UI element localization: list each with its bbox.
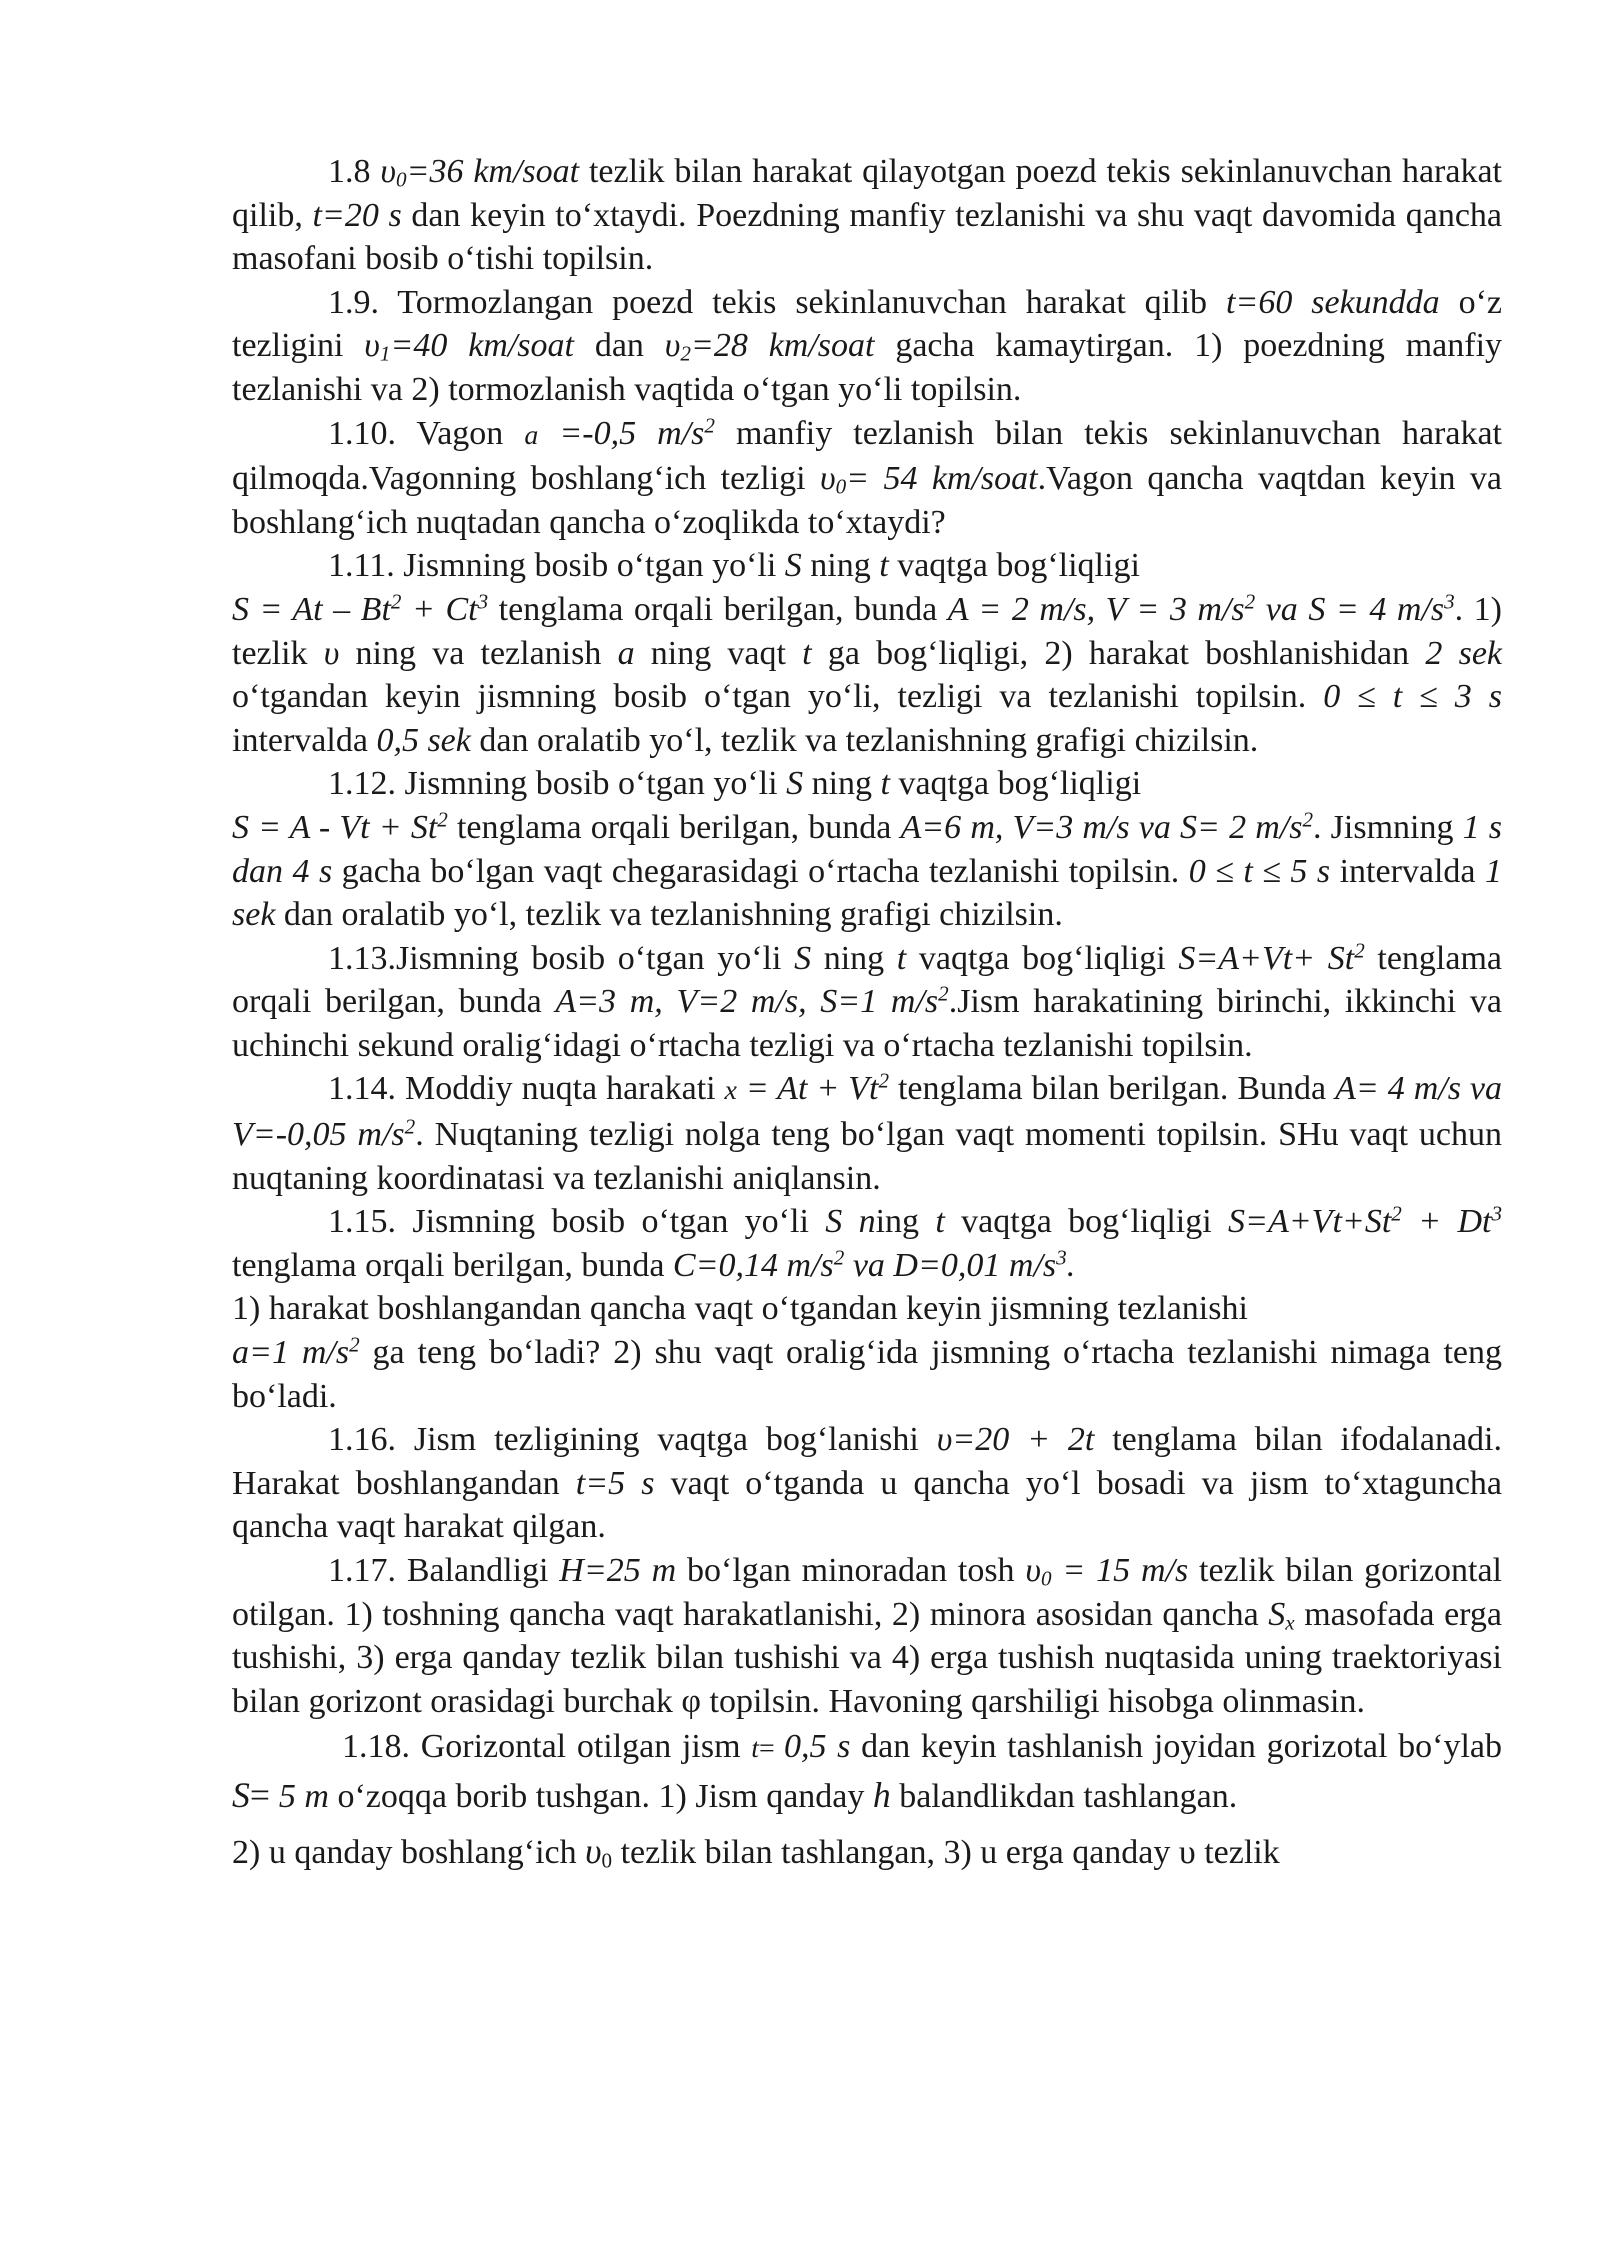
text-segment: a <box>524 419 539 451</box>
text-segment: υ <box>364 327 380 365</box>
text-segment: S = A - Vt + St <box>232 808 438 846</box>
problem-p1-8 <box>232 150 1502 281</box>
text-segment: tenglama orqali berilgan, bunda <box>447 808 901 846</box>
text-segment: = 15 m/s <box>1051 1552 1189 1589</box>
text-segment: masofada erga tushishi, 3) erga qanday tezlik bilan tushishi va 4) erga tushish nuqtasida uning traektoriyasi bilan gorizont orasidagi burchak φ topilsin. Havoning qarshiligi hisobga olinmasin. <box>232 1595 1502 1720</box>
problem-p1-12 <box>232 762 1502 936</box>
text-segment: 2 <box>680 342 691 366</box>
text-segment: υ <box>1025 1552 1041 1589</box>
text-segment: 0,5 s <box>783 1728 851 1766</box>
text-segment: 1.17. Balandligi <box>328 1552 560 1589</box>
text-segment: ning va tezlanish <box>339 634 618 672</box>
text-segment: S n <box>825 1203 876 1241</box>
text-segment: = <box>759 1733 784 1765</box>
text-segment: 1.16. Jism tezligining vaqtga bog‘lanishi <box>328 1421 937 1459</box>
text-segment: vaqtga bog‘liqligi <box>906 939 1179 977</box>
text-segment: t=60 sekundda <box>1225 283 1440 321</box>
text-segment: C=0,14 m/s <box>672 1246 834 1284</box>
text-segment: A= 4 m/s va V=-0,05 m/s <box>232 1070 1502 1154</box>
text-segment: t <box>751 1733 760 1765</box>
text-segment: 5 m <box>278 1778 329 1816</box>
text-segment: S = At – Bt <box>232 590 391 628</box>
problem-p1-9 <box>232 281 1502 412</box>
text-segment: 1.9. Tormozlangan poezd tekis sekinlanuvchan harakat qilib <box>328 283 1226 321</box>
text-segment: 1.8 <box>328 153 381 190</box>
text-segment: =28 km/soat <box>690 327 875 365</box>
text-segment: υ <box>664 327 681 365</box>
text-segment: tenglama orqali berilgan, bunda <box>488 590 948 628</box>
text-segment: S=A+Vt+St <box>1228 1203 1392 1241</box>
text-segment: =40 km/soat <box>390 327 574 365</box>
text-segment: S <box>786 765 804 803</box>
text-segment: 0,5 sek <box>376 721 471 759</box>
text-segment: 0 <box>1041 1566 1052 1591</box>
text-segment: A = 2 m/s, V = 3 m/s <box>947 590 1245 628</box>
text-segment: 0 ≤ t ≤ 5 s <box>1188 852 1331 890</box>
text-segment: ning vaqt <box>634 634 803 672</box>
text-segment: ning <box>811 939 897 977</box>
text-segment: 1.13.Jismning bosib o‘tgan yo‘li <box>328 939 795 977</box>
text-segment: 0 <box>395 167 407 192</box>
text-segment: tenglama orqali berilgan, bunda <box>232 939 1502 1021</box>
text-segment: ing <box>875 1203 936 1241</box>
text-segment: x <box>1285 1610 1295 1635</box>
problem-p1-13 <box>232 937 1502 1068</box>
text-segment: intervalda <box>1330 852 1485 890</box>
problem-p1-17 <box>232 1549 1502 1723</box>
text-segment: 0 <box>601 1849 613 1873</box>
text-segment: 1 s dan 4 s <box>232 808 1502 890</box>
text-segment: S <box>1268 1595 1286 1633</box>
text-segment: 2 <box>938 981 949 1006</box>
text-segment: tezlik bilan gorizontal otilgan. 1) toshning qancha vaqt harakatlanishi, 2) minora asosidan qancha <box>232 1552 1502 1633</box>
text-segment: . <box>1066 1246 1076 1284</box>
text-segment: υ <box>585 1831 602 1872</box>
text-segment: + Ct <box>401 590 478 628</box>
text-segment: vaqtga bog‘liqligi <box>944 1203 1229 1241</box>
text-segment: 2 <box>1354 938 1365 963</box>
text-segment: intervalda <box>232 721 377 759</box>
text-segment: =-0,5 m/s <box>538 414 705 452</box>
text-segment: A=3 m, V=2 m/s, S=1 m/s <box>555 983 939 1021</box>
text-segment: . Nuqtaning tezligi nolga teng bo‘lgan vaqt momenti topilsin. SHu vaqt uchun nuqtaning koordinatasi va tezlanishi aniqlansin. <box>232 1116 1503 1197</box>
text-segment: ga bog‘liqligi, 2) harakat boshlanishidan <box>811 634 1426 672</box>
text-segment: 1 <box>379 342 391 366</box>
text-segment: H=25 m <box>559 1552 677 1589</box>
text-segment: 2 sek <box>1425 634 1502 672</box>
text-segment: 3 <box>477 589 489 614</box>
text-segment: 2 <box>404 1114 416 1139</box>
text-segment: = At + Vt <box>736 1070 879 1108</box>
text-segment: 2 <box>1302 807 1314 832</box>
text-segment: o‘zoqqa borib tushgan. 1) Jism qanday <box>328 1778 873 1816</box>
text-segment: . 1) tezlik <box>232 590 1502 672</box>
text-segment: 2 <box>390 589 402 614</box>
text-segment: a <box>617 634 635 672</box>
text-segment: ning <box>801 547 880 585</box>
text-segment: 3 <box>1056 1245 1067 1270</box>
text-segment: 2 <box>1244 589 1256 614</box>
text-segment: 1.18. Gorizontal otilgan jism <box>342 1728 752 1766</box>
text-segment: 2 <box>833 1245 845 1270</box>
problem-p1-14 <box>232 1067 1502 1200</box>
text-segment: dan oralatib yo‘l, tezlik va tezlanishning grafigi chizilsin. <box>275 896 1063 934</box>
text-segment: A=6 m, V=3 m/s va S= 2 m/s <box>900 808 1303 846</box>
text-segment: 1.11. Jismning bosib o‘tgan yo‘li <box>328 547 785 585</box>
text-segment: = <box>249 1775 279 1816</box>
problem-p1-18 <box>232 1723 1502 1820</box>
text-segment: t=5 s <box>575 1464 655 1502</box>
text-segment: 1.15. Jismning bosib o‘tgan yo‘li <box>328 1203 826 1241</box>
text-segment: t <box>802 634 812 672</box>
text-segment: = 54 km/soat <box>846 460 1038 498</box>
text-segment: υ <box>380 153 396 190</box>
text-segment: t <box>896 939 907 977</box>
text-segment: 2 <box>349 1332 360 1357</box>
text-segment: S <box>784 547 802 585</box>
text-segment: dan keyin tashlanish joyidan gorizotal bo‘ylab <box>850 1728 1503 1766</box>
text-segment: 1) harakat boshlangandan qancha vaqt o‘tgandan keyin jismning tezlanishi <box>232 1290 1248 1328</box>
text-segment: .Vagon qancha vaqtdan keyin va boshlang‘ich nuqtadan qancha o‘zoqlikda to‘xtaydi? <box>232 460 1502 541</box>
text-segment: dan <box>573 327 665 365</box>
text-segment: =36 km/soat <box>406 153 580 190</box>
text-segment: h <box>872 1775 891 1816</box>
text-segment: 2) u qanday boshlang‘ich <box>232 1834 586 1872</box>
text-segment: .Jism harakatining birinchi, ikkinchi va uchinchi sekund oralig‘idagi o‘rtacha tezligi va o‘rtacha tezlanishi topilsin. <box>232 983 1502 1064</box>
text-segment: bo‘lgan minoradan tosh <box>676 1552 1026 1589</box>
text-segment: 1.12. Jismning bosib o‘tgan yo‘li <box>328 765 787 803</box>
text-segment: t <box>880 765 890 803</box>
text-segment: 2 <box>437 807 448 832</box>
text-segment: + Dt <box>1401 1203 1492 1241</box>
text-segment: 0 <box>835 474 847 499</box>
text-segment: manfiy tezlanish bilan tekis sekinlanuvchan harakat qilmoqda.Vagonning boshlang‘ich tezligi <box>232 414 1503 498</box>
problem-p1-10 <box>232 412 1502 545</box>
text-segment: tenglama bilan ifodalanadi. Harakat boshlangandan <box>232 1421 1502 1502</box>
text-segment: gacha bo‘lgan vaqt chegarasidagi o‘rtacha tezlanishi topilsin. <box>332 852 1189 890</box>
text-segment: S=A+Vt+ St <box>1178 939 1355 977</box>
text-segment: υ <box>323 634 340 672</box>
text-segment: 2 <box>704 412 715 437</box>
text-segment: tezlik bilan tashlangan, 3) u erga qanday υ tezlik <box>612 1834 1280 1872</box>
document-page <box>232 150 1502 1884</box>
text-segment: 1.14. Moddiy nuqta harakati <box>328 1070 725 1108</box>
text-segment: o‘tgandan keyin jismning bosib o‘tgan yo‘li, tezligi va tezlanishi topilsin. <box>232 678 1324 716</box>
text-segment: . Jismning <box>1313 808 1463 846</box>
text-segment: 2 <box>1391 1201 1402 1226</box>
text-segment: 1.10. Vagon <box>328 414 525 452</box>
text-segment: vaqtga bog‘liqligi <box>888 547 1140 585</box>
text-segment: tenglama orqali berilgan, bunda <box>232 1246 673 1284</box>
text-segment: va D=0,01 m/s <box>844 1246 1057 1284</box>
problem-p1-15b <box>232 1287 1502 1418</box>
text-segment: o‘z tezligini <box>232 283 1502 365</box>
text-segment: υ=20 + 2t <box>936 1421 1095 1459</box>
text-segment: tezlik bilan harakat qilayotgan poezd tekis sekinlanuvchan harakat qilib, <box>232 153 1502 234</box>
text-segment: 3 <box>1444 589 1455 614</box>
text-segment: tenglama bilan berilgan. Bunda <box>889 1070 1336 1108</box>
problem-p1-16 <box>232 1418 1502 1549</box>
text-segment: υ <box>819 460 836 498</box>
text-segment: S <box>232 1775 250 1816</box>
text-segment: x <box>724 1075 737 1107</box>
text-segment: ga teng bo‘ladi? 2) shu vaqt oralig‘ida jismning o‘rtacha tezlanishi nimaga teng bo‘ladi. <box>232 1334 1502 1415</box>
text-segment: t <box>879 547 889 585</box>
text-segment: 2 <box>878 1068 890 1093</box>
text-segment: a=1 m/s <box>232 1334 350 1372</box>
problem-p1-11 <box>232 544 1502 762</box>
text-segment: t <box>935 1203 945 1241</box>
text-segment: balandlikdan tashlangan. <box>890 1778 1238 1816</box>
text-segment: ning <box>803 765 881 803</box>
text-segment: S <box>794 939 812 977</box>
text-segment: gacha kamaytirgan. 1) poezdning manfiy tezlanishi va 2) tormozlanish vaqtida o‘tgan yo‘li topilsin. <box>232 327 1503 408</box>
text-segment: t=20 s <box>312 196 402 234</box>
text-segment: 0 ≤ t ≤ 3 s <box>1323 678 1502 716</box>
text-segment: 3 <box>1491 1201 1503 1226</box>
text-segment: dan oralatib yo‘l, tezlik va tezlanishning grafigi chizilsin. <box>470 721 1259 759</box>
text-segment: vaqt o‘tganda u qancha yo‘l bosadi va jism to‘xtaguncha qancha vaqt harakat qilgan. <box>232 1464 1503 1546</box>
text-segment: va S = 4 m/s <box>1255 590 1445 628</box>
problem-p1-18b <box>232 1820 1502 1884</box>
text-segment: dan keyin to‘xtaydi. Poezdning manfiy tezlanishi va shu vaqt davomida qancha masofani bosib o‘tishi topilsin. <box>232 196 1503 278</box>
text-segment: 1 sek <box>232 852 1502 934</box>
problem-p1-15 <box>232 1200 1502 1287</box>
text-segment: vaqtga bog‘liqligi <box>889 765 1142 803</box>
